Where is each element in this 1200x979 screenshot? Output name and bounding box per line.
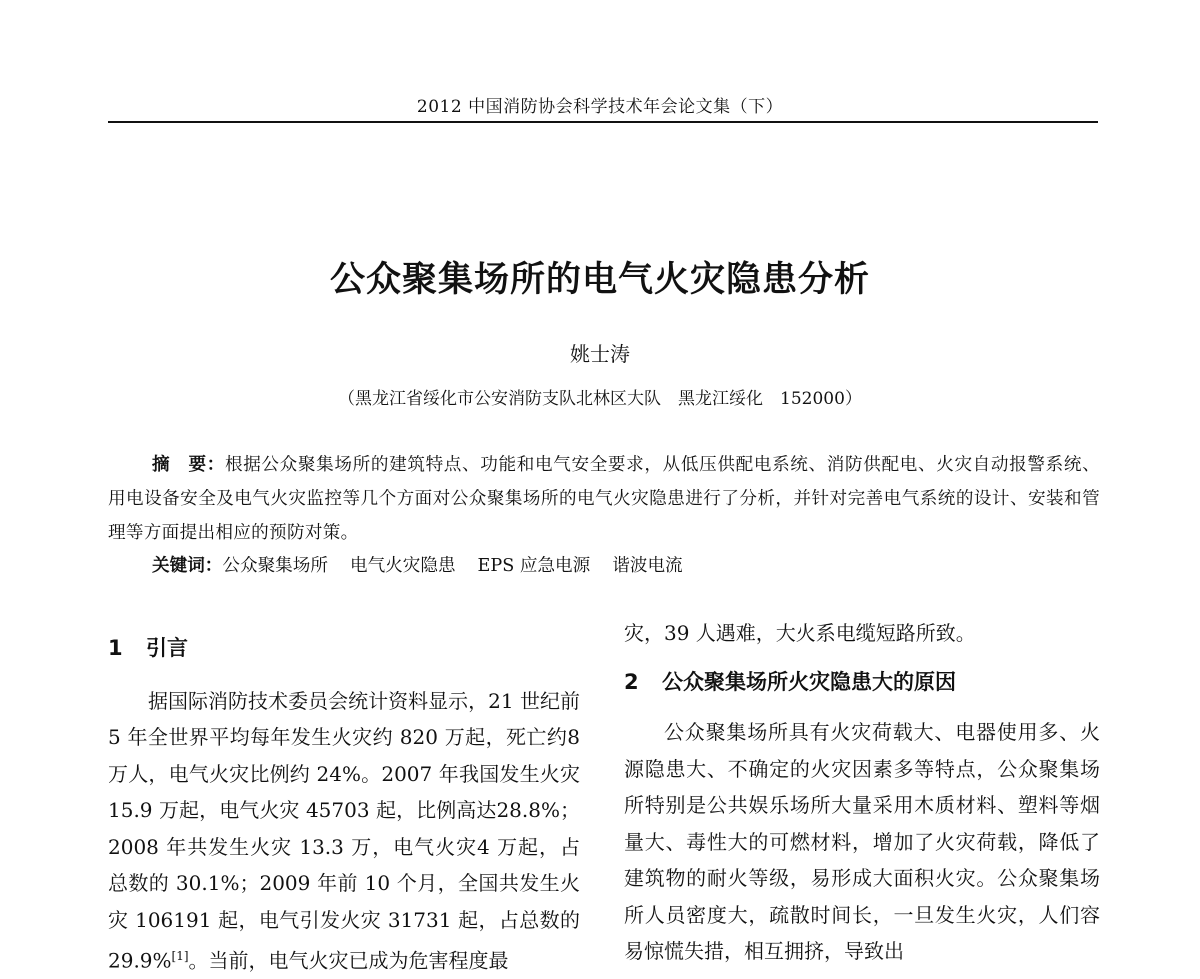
keyword: EPS 应急电源 [478,556,591,576]
section-1-text-tail: 。当前，电气火灾已成为危害程度最 [189,949,509,973]
author: 姚士涛 [0,338,1200,367]
running-head: 2012 中国消防协会科学技术年会论文集（下） [0,92,1200,117]
abstract [108,448,1100,550]
section-2-number: 2 [624,664,662,701]
citation: [1] [172,949,189,963]
keyword: 公众聚集场所 [222,556,328,576]
section-1-number: 1 [108,630,146,667]
header-rule [108,121,1098,123]
section-1-text: 据国际消防技术委员会统计资料显示，21 世纪前5 年全世界平均每年发生火灾约 820 万起，死亡约8 万人，电气火灾比例约 24%。2007 年我国发生火灾 15.9 万起，电气火灾 45703 起，比例高达28.8%；2008 年共发生火灾 13.3 万，电气火灾4 万起，占总数的 30.1%；2009 年前 10 个月，全国共发生火灾 106191 起，电气引发火灾 31731 起，占总数的29.9% [108,689,580,973]
abstract-label: 摘 要： [152,454,225,475]
section-1-title: 引言 [146,636,188,660]
section-2-heading [624,664,1100,701]
keywords-label: 关键词： [152,555,222,576]
keyword: 电气火灾隐患 [350,556,456,576]
section-1-heading [108,630,580,667]
abstract-text: 根据公众聚集场所的建筑特点、功能和电气安全要求，从低压供配电系统、消防供配电、火灾自动报警系统、用电设备安全及电气火灾监控等几个方面对公众聚集场所的电气火灾隐患进行了分析，并针对完善电气系统的设计、安装和管理等方面提出相应的预防对策。 [108,455,1100,543]
left-column [108,630,580,979]
right-column [624,615,1100,970]
keyword: 谐波电流 [612,556,682,576]
keywords [152,551,1092,581]
section-2-title: 公众聚集场所火灾隐患大的原因 [662,670,956,694]
continued-paragraph: 灾，39 人遇难，大火系电缆短路所致。 [624,615,1100,652]
paper-title: 公众聚集场所的电气火灾隐患分析 [0,252,1200,302]
section-2-paragraph: 公众聚集场所具有火灾荷载大、电器使用多、火源隐患大、不确定的火灾因素多等特点，公众聚集场所特别是公共娱乐场所大量采用木质材料、塑料等烟量大、毒性大的可燃材料，增加了火灾荷载，降低了建筑物的耐火等级，易形成大面积火灾。公众聚集场所人员密度大，疏散时间长，一旦发生火灾，人们容易惊慌失措，相互拥挤，导致出 [624,714,1100,970]
affiliation: （黑龙江省绥化市公安消防支队北林区大队 黑龙江绥化 152000） [0,384,1200,409]
section-1-paragraph [108,683,580,979]
